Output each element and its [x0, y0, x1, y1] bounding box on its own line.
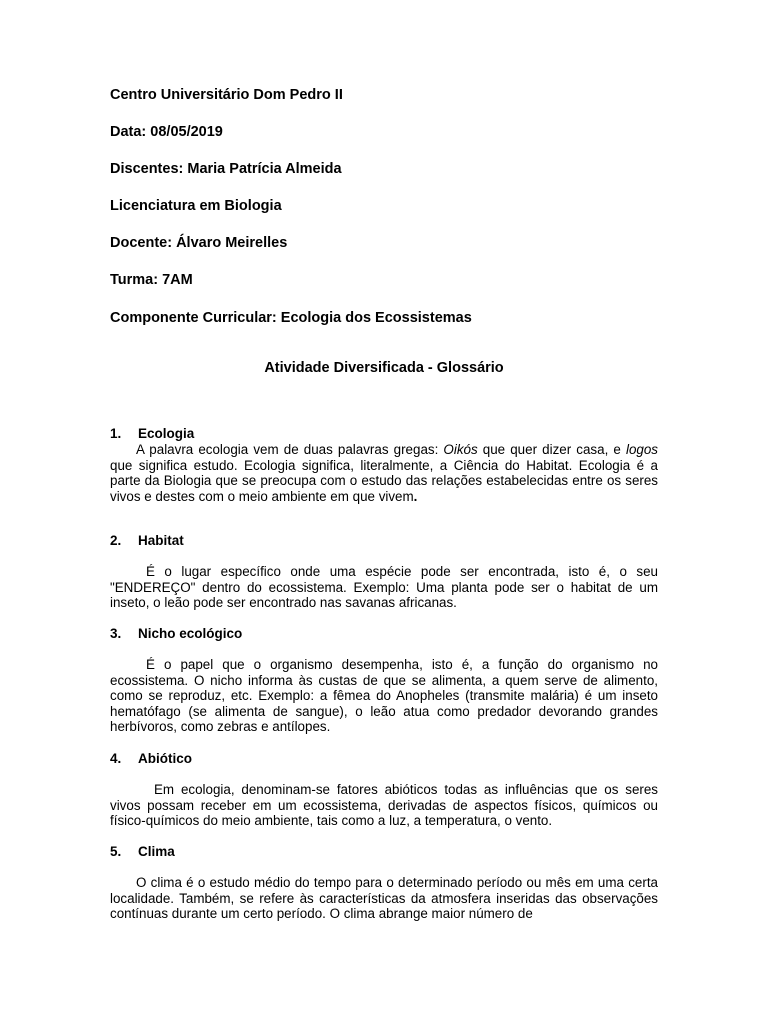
greek-word-oikos: Oikós [443, 442, 478, 457]
section-habitat [110, 533, 658, 611]
section-number: 5. [110, 844, 122, 859]
section-abiotico [110, 751, 658, 829]
date-line: Data: 08/05/2019 [110, 124, 223, 140]
section-title: Habitat [138, 533, 184, 548]
greek-word-logos: logos [625, 442, 658, 457]
section-text: O clima é o estudo médio do tempo para o determinado período ou mês em uma certa localidade. Também, se refere às características da atmosfera inseridas das observações contínuas durante um certo período. O clima abrange maior número de [110, 875, 658, 921]
section-text: A palavra ecologia vem de duas palavras gregas: Oikós que quer dizer casa, e logos que significa estudo. Ecologia significa, literalmente, a Ciência do Habitat. Ecologia é a parte da Biologia que se preocupa com o estudo das relações estabelecidas entre os seres vivos e destes com o meio ambiente em que vivem. [110, 442, 658, 504]
section-heading [110, 426, 658, 442]
teacher-line: Docente: Álvaro Meirelles [110, 235, 288, 251]
section-heading [110, 533, 658, 549]
section-text: É o papel que o organismo desempenha, isto é, a função do organismo no ecossistema. O nicho informa às custas de que se alimenta, a quem serve de alimento, como se reproduz, etc. Exemplo: a fêmea do Anopheles (transmite malária) é um inseto hematófago (se alimenta de sangue), o leão atua como predador devorando grandes herbívoros, como zebras e antílopes. [110, 657, 658, 734]
class-line: Turma: 7AM [110, 272, 193, 288]
section-number: 1. [110, 426, 122, 441]
students-line: Discentes: Maria Patrícia Almeida [110, 161, 342, 177]
institution-line: Centro Universitário Dom Pedro II [110, 87, 343, 103]
section-number: 3. [110, 626, 122, 641]
section-number: 4. [110, 751, 122, 766]
section-clima [110, 844, 658, 922]
section-title: Abiótico [138, 751, 192, 766]
section-text: É o lugar específico onde uma espécie pode ser encontrada, isto é, o seu "ENDEREÇO" dentro do ecossistema. Exemplo: Uma planta pode ser o habitat de um inseto, o leão pode ser encontrado nas savanas africanas. [110, 564, 658, 610]
section-ecologia [110, 426, 658, 504]
section-title: Ecologia [138, 426, 195, 441]
document-title: Atividade Diversificada - Glossário [264, 360, 504, 376]
subject-line: Componente Curricular: Ecologia dos Ecossistemas [110, 310, 472, 326]
section-number: 2. [110, 533, 122, 548]
section-nicho-ecologico [110, 626, 658, 735]
section-title: Clima [138, 844, 175, 859]
course-line: Licenciatura em Biologia [110, 198, 282, 214]
section-title: Nicho ecológico [138, 626, 243, 641]
section-text: Em ecologia, denominam-se fatores abióticos todas as influências que os seres vivos possam receber em um ecossistema, derivadas de aspectos físicos, químicos ou físico-químicos do meio ambiente, tais como a luz, a temperatura, o vento. [110, 782, 658, 828]
section-heading [110, 844, 658, 860]
section-heading [110, 751, 658, 767]
section-heading [110, 626, 658, 642]
